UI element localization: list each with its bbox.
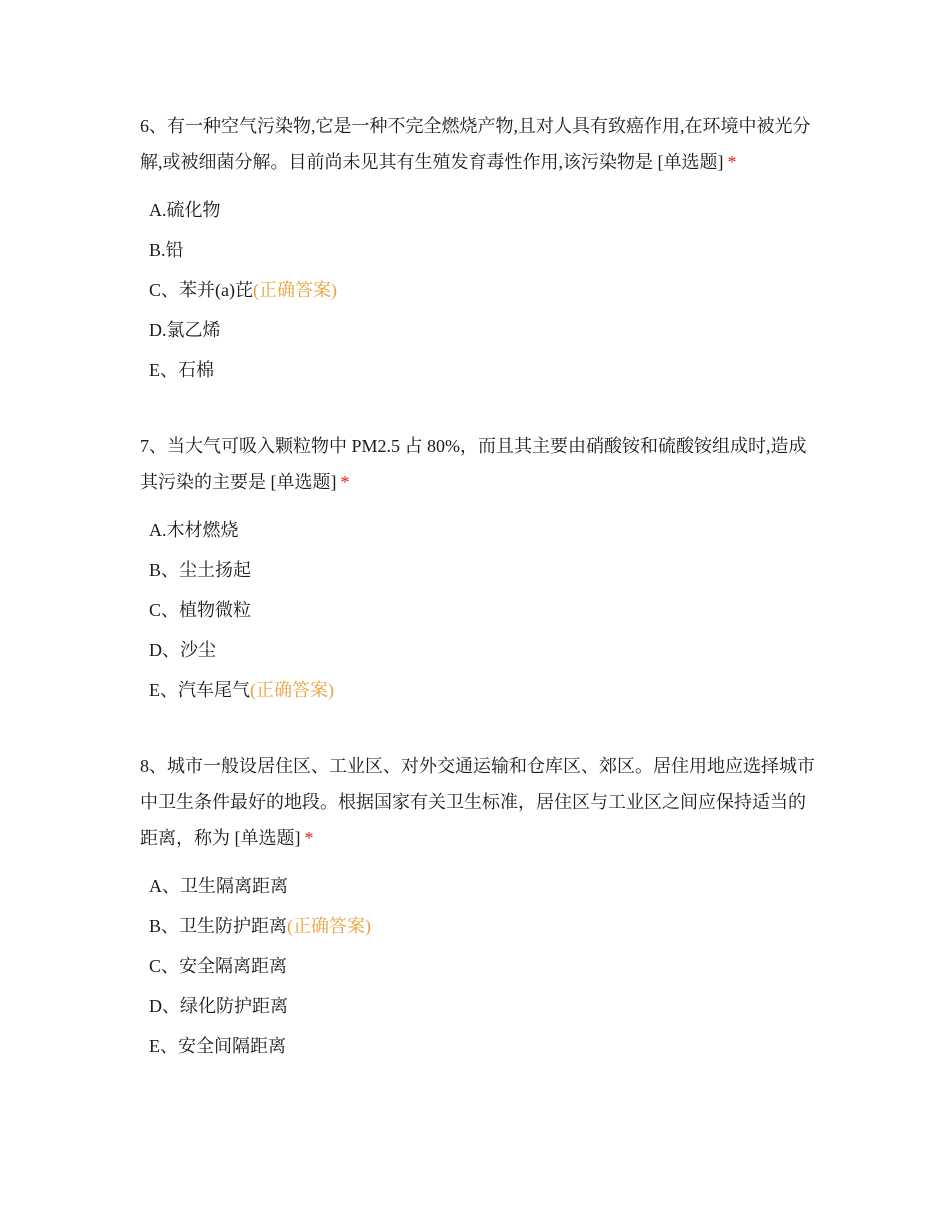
required-asterisk: *: [340, 472, 350, 492]
option-c[interactable]: [149, 270, 820, 310]
option-b[interactable]: [149, 906, 820, 946]
option-label: D、绿化防护距离: [149, 996, 288, 1016]
option-label: C、植物微粒: [149, 600, 252, 620]
option-a[interactable]: [149, 866, 820, 906]
correct-answer-note: (正确答案): [250, 680, 334, 700]
option-label: C、安全隔离距离: [149, 956, 288, 976]
question-stem: 8、城市一般设居住区、工业区、对外交通运输和仓库区、郊区。居住用地应选择城市中卫生条件最好的地段。根据国家有关卫生标准，居住区与工业区之间应保持适当的距离，称为 [单选题]: [140, 756, 815, 848]
option-label: A.木材燃烧: [149, 520, 239, 540]
option-label: E、汽车尾气: [149, 680, 250, 700]
option-label: D、沙尘: [149, 640, 216, 660]
option-d[interactable]: [149, 630, 820, 670]
required-asterisk: *: [727, 152, 737, 172]
question-text: [140, 428, 820, 500]
option-a[interactable]: [149, 510, 820, 550]
option-label: B、卫生防护距离: [149, 916, 288, 936]
question-8: [140, 748, 820, 1066]
question-7: [140, 428, 820, 710]
correct-answer-note: (正确答案): [252, 280, 337, 300]
question-stem: 7、当大气可吸入颗粒物中 PM2.5 占 80%，而且其主要由硝酸铵和硫酸铵组成时,造成其污染的主要是 [单选题]: [140, 436, 807, 492]
option-label: B.铅: [149, 240, 184, 260]
option-d[interactable]: [149, 986, 820, 1026]
option-b[interactable]: [149, 550, 820, 590]
correct-answer-note: (正确答案): [287, 916, 372, 936]
question-text: [140, 748, 820, 856]
option-d[interactable]: [149, 310, 820, 350]
option-label: C、苯并(a)芘: [149, 280, 253, 300]
option-list: [149, 190, 820, 390]
option-c[interactable]: [149, 946, 820, 986]
required-asterisk: *: [304, 828, 314, 848]
option-label: A、卫生隔离距离: [149, 876, 288, 896]
option-e[interactable]: [149, 1026, 820, 1066]
question-stem: 6、有一种空气污染物,它是一种不完全燃烧产物,且对人具有致癌作用,在环境中被光分解,或被细菌分解。目前尚未见其有生殖发育毒性作用,该污染物是 [单选题]: [140, 116, 811, 172]
option-e[interactable]: [149, 350, 820, 390]
option-label: E、石棉: [149, 360, 214, 380]
option-e[interactable]: [149, 670, 820, 710]
option-c[interactable]: [149, 590, 820, 630]
option-list: [149, 866, 820, 1066]
option-label: A.硫化物: [149, 200, 221, 220]
option-label: E、安全间隔距离: [149, 1036, 286, 1056]
option-b[interactable]: [149, 230, 820, 270]
option-label: B、尘土扬起: [149, 560, 252, 580]
option-list: [149, 510, 820, 710]
option-label: D.氯乙烯: [149, 320, 221, 340]
question-6: [140, 108, 820, 390]
option-a[interactable]: [149, 190, 820, 230]
question-text: [140, 108, 820, 180]
